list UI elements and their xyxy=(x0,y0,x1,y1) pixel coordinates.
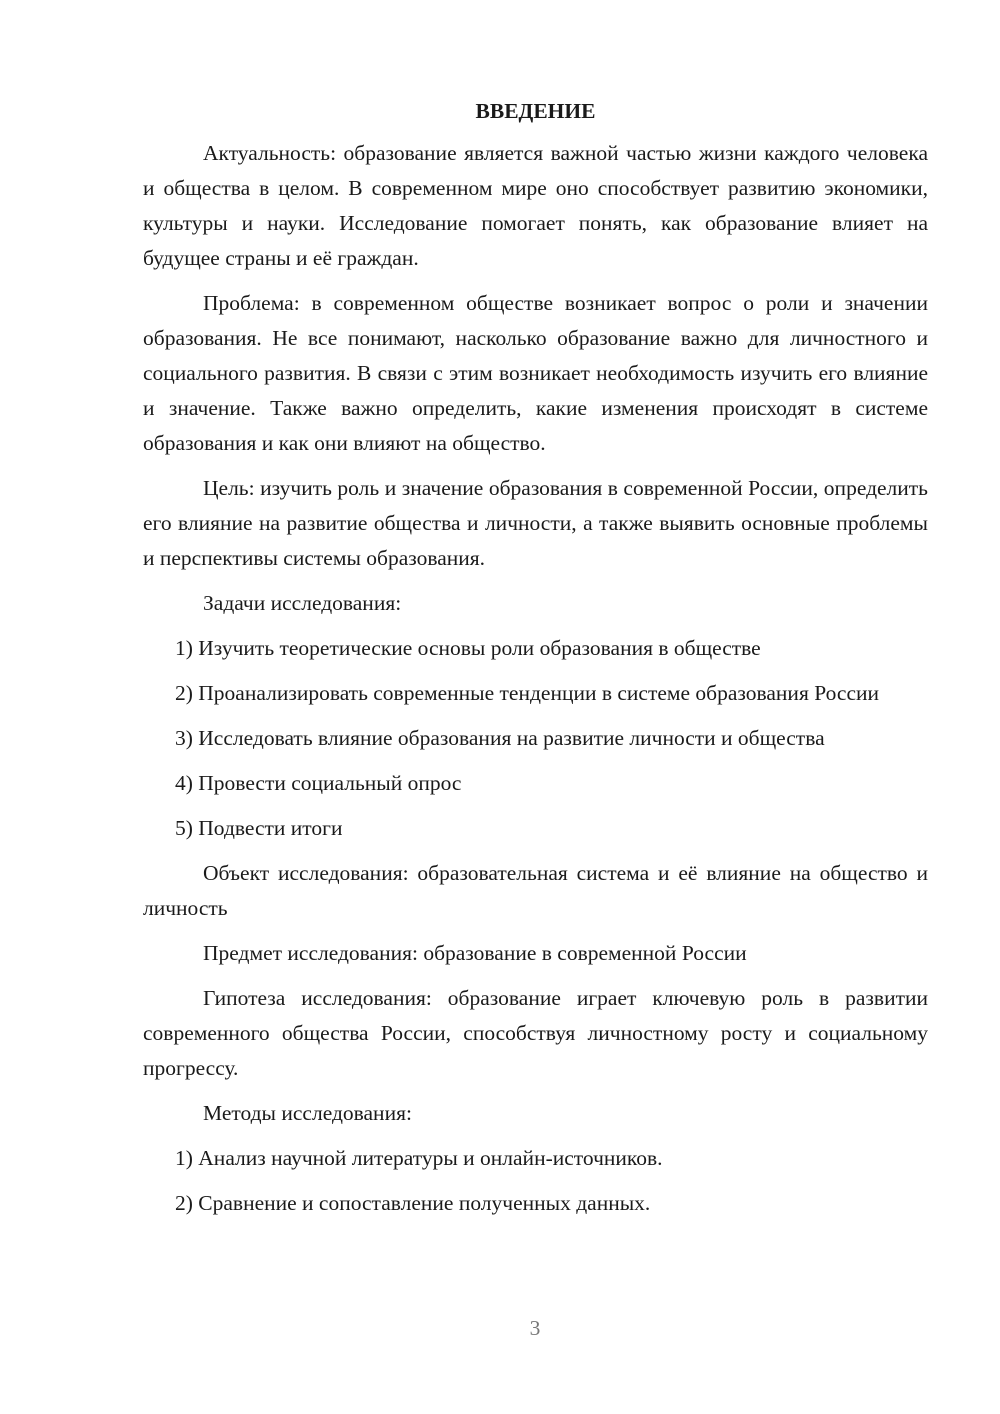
task-item: 3) Исследовать влияние образования на развитие личности и общества xyxy=(175,726,825,750)
paragraph-problem: Проблема: в современном обществе возникает вопрос о роли и значении образования. Не все понимают, насколько образование важно для личностного и социального развития. В связи с этим возникает необходимость изучить его влияние и значение. Также важно определить, какие изменения происходят в системе образования и как они влияют на общество. xyxy=(143,291,928,455)
section-title: ВВЕДЕНИЕ xyxy=(475,99,596,123)
document-page xyxy=(143,96,928,1231)
methods-heading: Методы исследования: xyxy=(203,1101,412,1125)
task-item: 2) Проанализировать современные тенденции в системе образования России xyxy=(175,681,880,705)
task-item: 1) Изучить теоретические основы роли образования в обществе xyxy=(175,636,761,660)
page-number: 3 xyxy=(529,1316,541,1340)
task-item: 5) Подвести итоги xyxy=(175,816,343,840)
paragraph-subject: Предмет исследования: образование в современной России xyxy=(203,941,747,965)
method-item: 2) Сравнение и сопоставление полученных данных. xyxy=(175,1191,651,1215)
paragraph-relevance: Актуальность: образование является важной частью жизни каждого человека и общества в целом. В современном мире оно способствует развитию экономики, культуры и науки. Исследование помогает понять, как образование влияет на будущее страны и её граждан. xyxy=(143,141,928,270)
method-item: 1) Анализ научной литературы и онлайн-источников. xyxy=(175,1146,663,1170)
tasks-heading: Задачи исследования: xyxy=(203,591,402,615)
task-item: 4) Провести социальный опрос xyxy=(175,771,462,795)
paragraph-goal: Цель: изучить роль и значение образования в современной России, определить его влияние на развитие общества и личности, а также выявить основные проблемы и перспективы системы образования. xyxy=(143,476,928,570)
paragraph-object: Объект исследования: образовательная система и её влияние на общество и личность xyxy=(143,861,928,920)
paragraph-hypothesis: Гипотеза исследования: образование играет ключевую роль в развитии современного общества России, способствуя личностному росту и социальному прогрессу. xyxy=(143,986,928,1080)
